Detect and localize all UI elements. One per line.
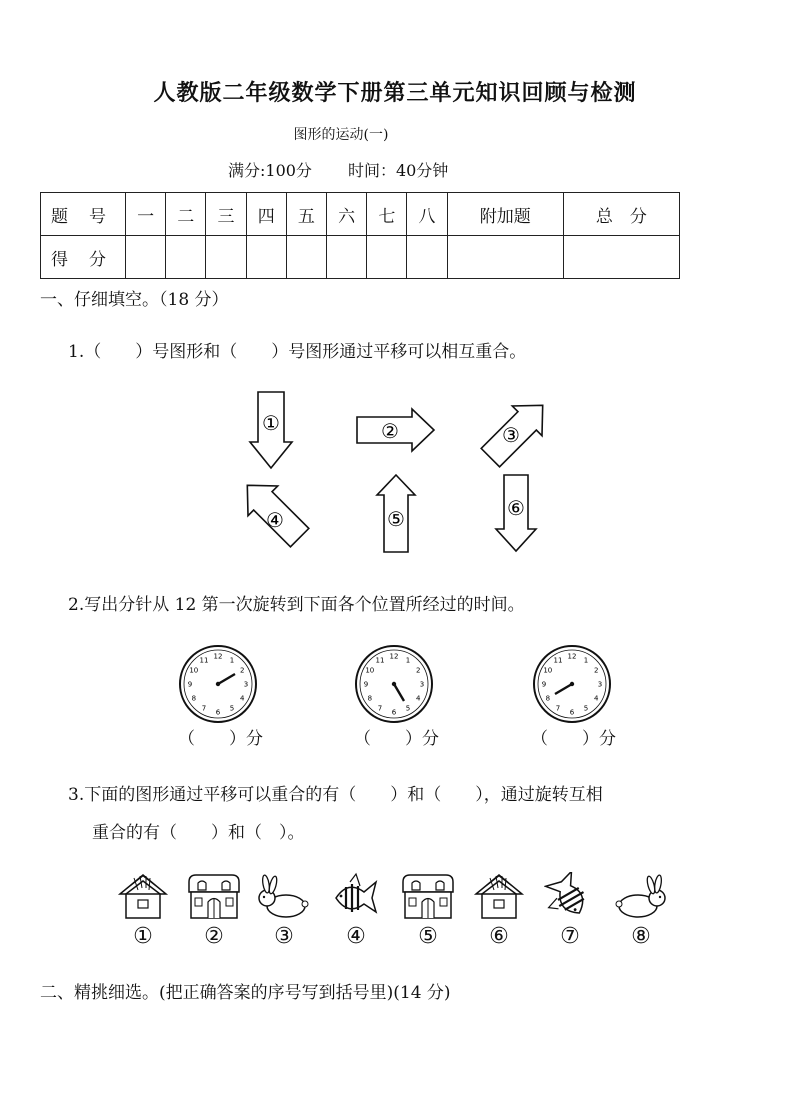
clock-numeral: 4 [593,694,599,703]
clock-1-icon [176,642,260,726]
question-2: 2.写出分针从 12 第一次旋转到下面各个位置所经过的时间。 [68,595,525,615]
fish-icon [330,872,380,922]
clock-numeral: 8 [191,694,197,703]
clock-numeral: 1 [229,656,235,665]
clock-numeral: 1 [405,656,411,665]
clock-numeral: 5 [583,704,589,713]
clock-numeral: 8 [545,694,551,703]
arrows-figure [200,380,580,560]
arrow-3-label: ③ [502,423,520,447]
score-cell [563,236,679,279]
rabbit-icon [612,874,668,920]
score-table-header: 三 [206,193,246,236]
clock-numeral: 3 [243,680,249,689]
figure-number: ① [133,924,153,949]
clock-numeral: 9 [187,680,193,689]
clock-numeral: 10 [189,666,199,675]
arrow-2 [357,409,434,451]
house-icon [472,872,526,922]
clock-numeral: 7 [201,704,207,713]
arrow-1-label: ① [262,411,280,435]
figure-number: ③ [274,924,294,949]
score-cell [286,236,326,279]
score-table-header: 一 [126,193,166,236]
clock-3-icon [530,642,614,726]
score-cell [166,236,206,279]
score-table-header: 二 [166,193,206,236]
score-cell [447,236,563,279]
score-cell [367,236,407,279]
arrow-6 [496,475,536,551]
clock-numeral: 2 [593,666,599,675]
score-table-header: 题 号 [41,193,126,236]
clock-numeral: 5 [229,704,235,713]
score-cell [407,236,447,279]
question-1: 1.（ ）号图形和（ ）号图形通过平移可以相互重合。 [68,342,527,362]
score-table-score-row [41,236,680,279]
arrow-1 [250,392,292,468]
building-icon [186,872,242,922]
arrow-5 [377,475,415,552]
arrow-2-label: ② [381,419,399,443]
clock-3-answer: （ ）分 [531,729,616,749]
clock-numeral: 11 [553,656,563,665]
clock-numeral: 11 [199,656,209,665]
clock-numeral: 10 [543,666,553,675]
clock-numeral: 8 [367,694,373,703]
score-table-header: 八 [407,193,447,236]
figure-number: ⑦ [560,924,580,949]
question-3-line-1: 3.下面的图形通过平移可以重合的有（ ）和（ ），通过旋转互相 [68,785,603,805]
clock-numeral: 11 [375,656,385,665]
exam-time: 时间：40分钟 [347,161,449,180]
house-icon [116,872,170,922]
score-table-header: 四 [246,193,286,236]
full-score: 满分:100分 [228,161,312,180]
page-subtitle: 图形的运动(一) [293,127,389,143]
clock-numeral: 12 [389,652,399,661]
score-cell [327,236,367,279]
clock-numeral: 1 [583,656,589,665]
section-1-heading: 一、仔细填空。（18 分） [40,290,229,310]
score-table [40,192,680,279]
fish-icon [544,872,594,922]
score-table-header: 总 分 [563,193,679,236]
clock-2-answer: （ ）分 [354,729,439,749]
score-row-label: 得 分 [41,236,126,279]
clock-numeral: 7 [377,704,383,713]
exam-meta [228,158,448,181]
clock-numeral: 3 [597,680,603,689]
clock-2-icon [352,642,436,726]
clock-numeral: 6 [215,708,221,717]
clock-numeral: 2 [239,666,245,675]
clock-numeral: 12 [567,652,577,661]
arrow-6-label: ⑥ [507,496,525,520]
section-2-heading: 二、精挑细选。(把正确答案的序号写到括号里)(14 分) [40,983,451,1003]
score-table-header: 六 [327,193,367,236]
figure-number: ④ [346,924,366,949]
page-title: 人教版二年级数学下册第三单元知识回顾与检测 [153,81,637,106]
rabbit-icon [256,874,312,920]
score-cell [246,236,286,279]
clock-numeral: 2 [415,666,421,675]
clock-numeral: 10 [365,666,375,675]
figure-number: ⑥ [489,924,509,949]
score-table-header-row [41,193,680,236]
clock-numeral: 7 [555,704,561,713]
clock-numeral: 9 [541,680,547,689]
clock-numeral: 4 [415,694,421,703]
question-3-line-2: 重合的有（ ）和（ ）。 [92,823,305,843]
score-table-header: 附加题 [447,193,563,236]
clock-1-answer: （ ）分 [178,729,263,749]
arrow-4-label: ④ [266,508,284,532]
score-table-header: 七 [367,193,407,236]
figure-number: ② [204,924,224,949]
clock-numeral: 5 [405,704,411,713]
building-icon [400,872,456,922]
clock-numeral: 6 [569,708,575,717]
score-cell [126,236,166,279]
clock-numeral: 6 [391,708,397,717]
score-cell [206,236,246,279]
score-table-header: 五 [286,193,326,236]
arrow-5-label: ⑤ [387,507,405,531]
clock-numeral: 3 [419,680,425,689]
figure-number: ⑧ [631,924,651,949]
clock-numeral: 9 [363,680,369,689]
figure-number: ⑤ [418,924,438,949]
clock-numeral: 4 [239,694,245,703]
clock-numeral: 12 [213,652,223,661]
